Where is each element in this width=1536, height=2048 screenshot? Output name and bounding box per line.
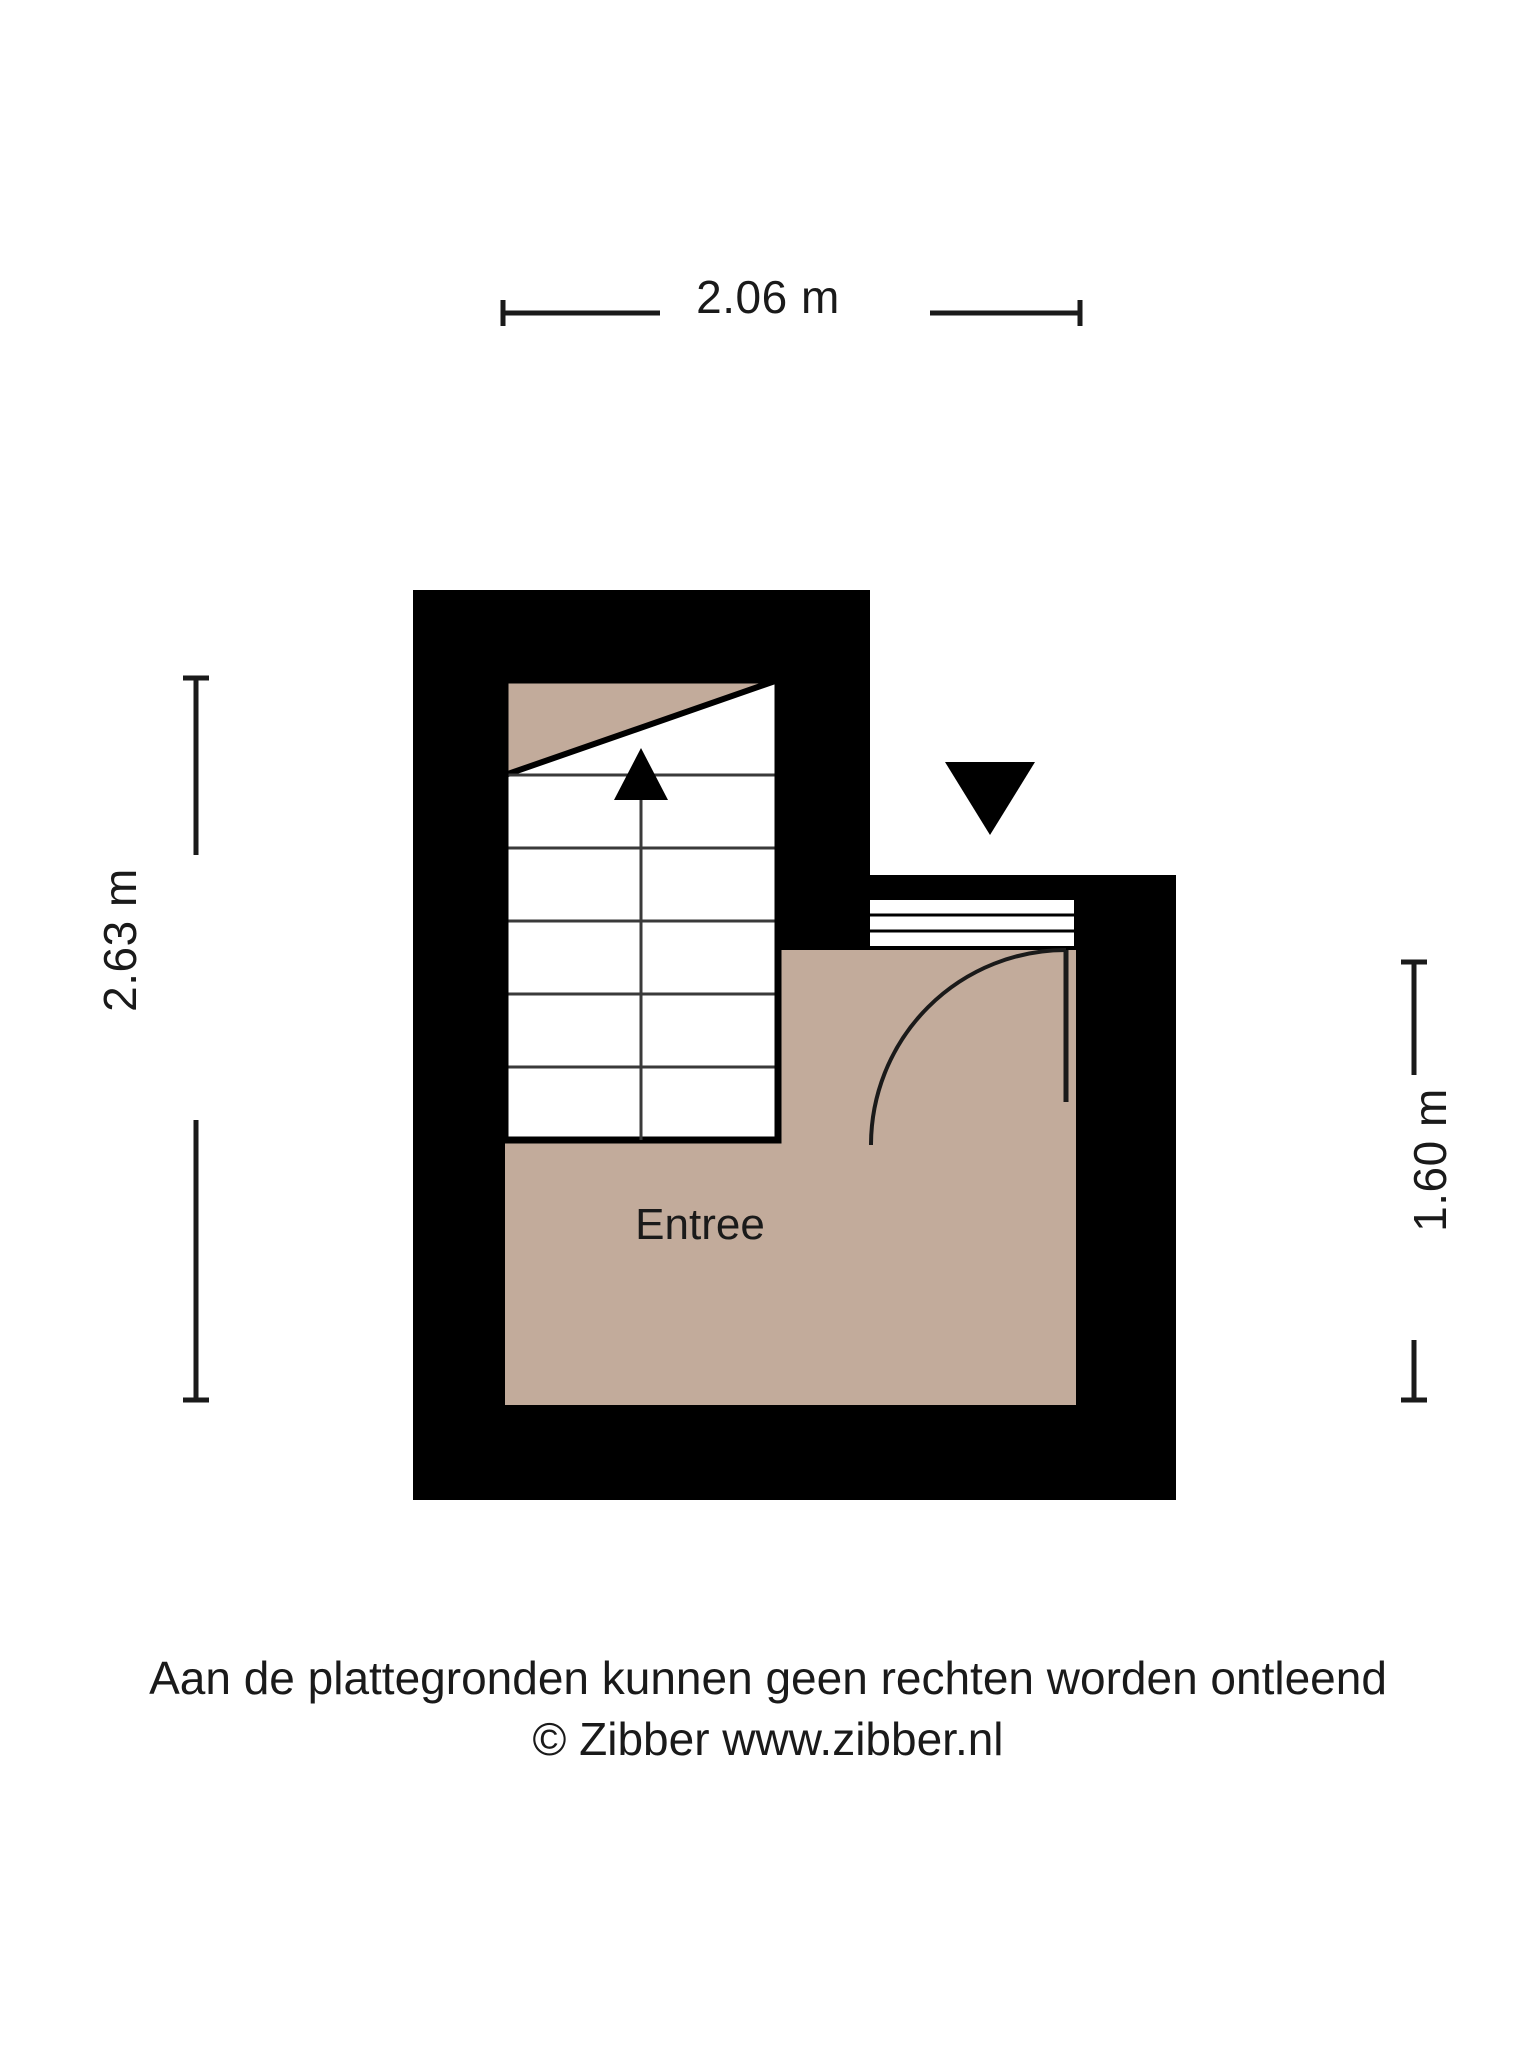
dimension-label-top: 2.06 m xyxy=(696,271,840,323)
footer xyxy=(0,1648,1536,1769)
room-label-entree: Entree xyxy=(635,1200,765,1249)
dimension-label-right: 1.60 m xyxy=(1404,1088,1456,1232)
window-icon xyxy=(868,898,1076,948)
dimension-label-left: 2.63 m xyxy=(94,868,146,1012)
footer-disclaimer: Aan de plattegronden kunnen geen rechten worden ontleend xyxy=(149,1652,1387,1704)
dimension-line-left xyxy=(176,678,220,1400)
entrance-marker-icon xyxy=(945,762,1035,835)
footer-credit: © Zibber www.zibber.nl xyxy=(532,1712,1004,1765)
